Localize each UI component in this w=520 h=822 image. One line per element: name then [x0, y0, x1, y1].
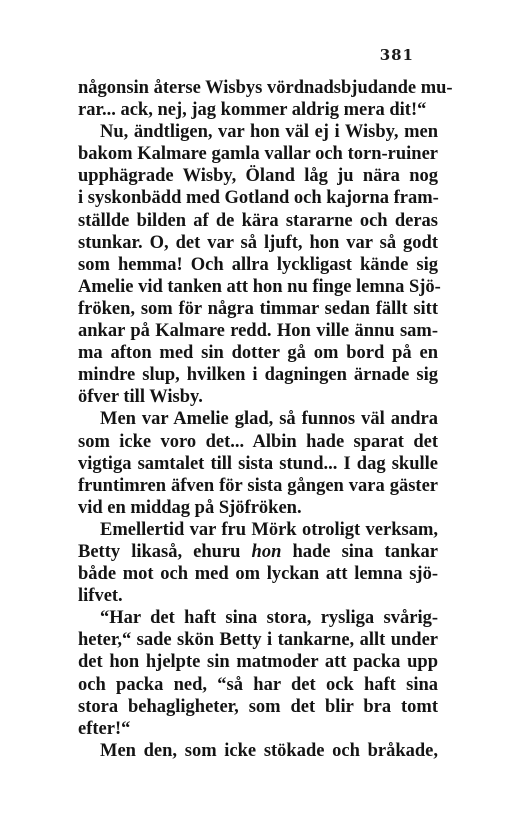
text-line: både mot och med om lyckan att lemna sjö- [78, 564, 438, 585]
text-line: Emellertid var fru Mörk otroligt verksam, [100, 519, 438, 540]
text-line: ställde bilden af de kära stararne och deras [78, 210, 438, 231]
text-line: vid en middag på Sjöfröken. [78, 497, 302, 518]
text-line: och packa ned, “så har det ock haft sina [78, 674, 438, 695]
body-text [78, 77, 453, 762]
text-line: Men var Amelie glad, så funnos väl andra [100, 409, 438, 430]
text-line: någonsin återse Wisbys vördnadsbjudande mu- [78, 78, 453, 98]
text-line: Nu, ändtligen, var hon väl ej i Wisby, men [100, 122, 438, 143]
text-line: i syskonbädd med Gotland och kajorna fram- [78, 188, 439, 209]
text-line: upphägrade Wisby, Öland låg ju nära nog [78, 166, 438, 187]
text-line: rar... ack, nej, jag kommer aldrig mera dit!“ [78, 100, 427, 121]
italic-emphasis: hon [251, 541, 282, 562]
text-line: ankar på Kalmare redd. Hon ville ännu sam- [78, 321, 438, 342]
text-line: Betty likaså, ehuru hon hade sina tankar [78, 541, 438, 562]
text-line: fruntimren äfven för sista gången vara gäster [78, 475, 438, 496]
text-line: öfver till Wisby. [78, 387, 203, 408]
page-number: 381 [379, 46, 414, 64]
text-line: mindre slup, hvilken i dagningen ärnade sig [78, 365, 438, 386]
text-line: vigtiga samtalet till sista stund... I dag skulle [78, 453, 438, 474]
text-line: fröken, som för några timmar sedan fällt sitt [78, 298, 438, 319]
text-line: det hon hjelpte sin matmoder att packa upp [78, 652, 438, 673]
text-line: som hemma! Och allra lyckligast kände sig [78, 254, 438, 275]
text-line: Amelie vid tanken att hon nu finge lemna Sjö- [78, 276, 441, 297]
text-line: “Har det haft sina stora, rysliga svårig- [100, 608, 438, 629]
text-line: lifvet. [78, 586, 123, 607]
text-line: ma afton med sin dotter gå om bord på en [78, 343, 438, 364]
text-line: heter,“ sade skön Betty i tankarne, allt under [78, 630, 438, 651]
text-line: stora behagligheter, som det blir bra tomt [78, 696, 438, 717]
text-line: efter!“ [78, 718, 131, 739]
text-line: som icke voro det... Albin hade sparat det [78, 431, 438, 452]
text-line: bakom Kalmare gamla vallar och torn-ruiner [78, 144, 438, 165]
text-line: Men den, som icke stökade och bråkade, [100, 740, 438, 761]
text-line: stunkar. O, det var så ljuft, hon var så godt [78, 232, 438, 253]
